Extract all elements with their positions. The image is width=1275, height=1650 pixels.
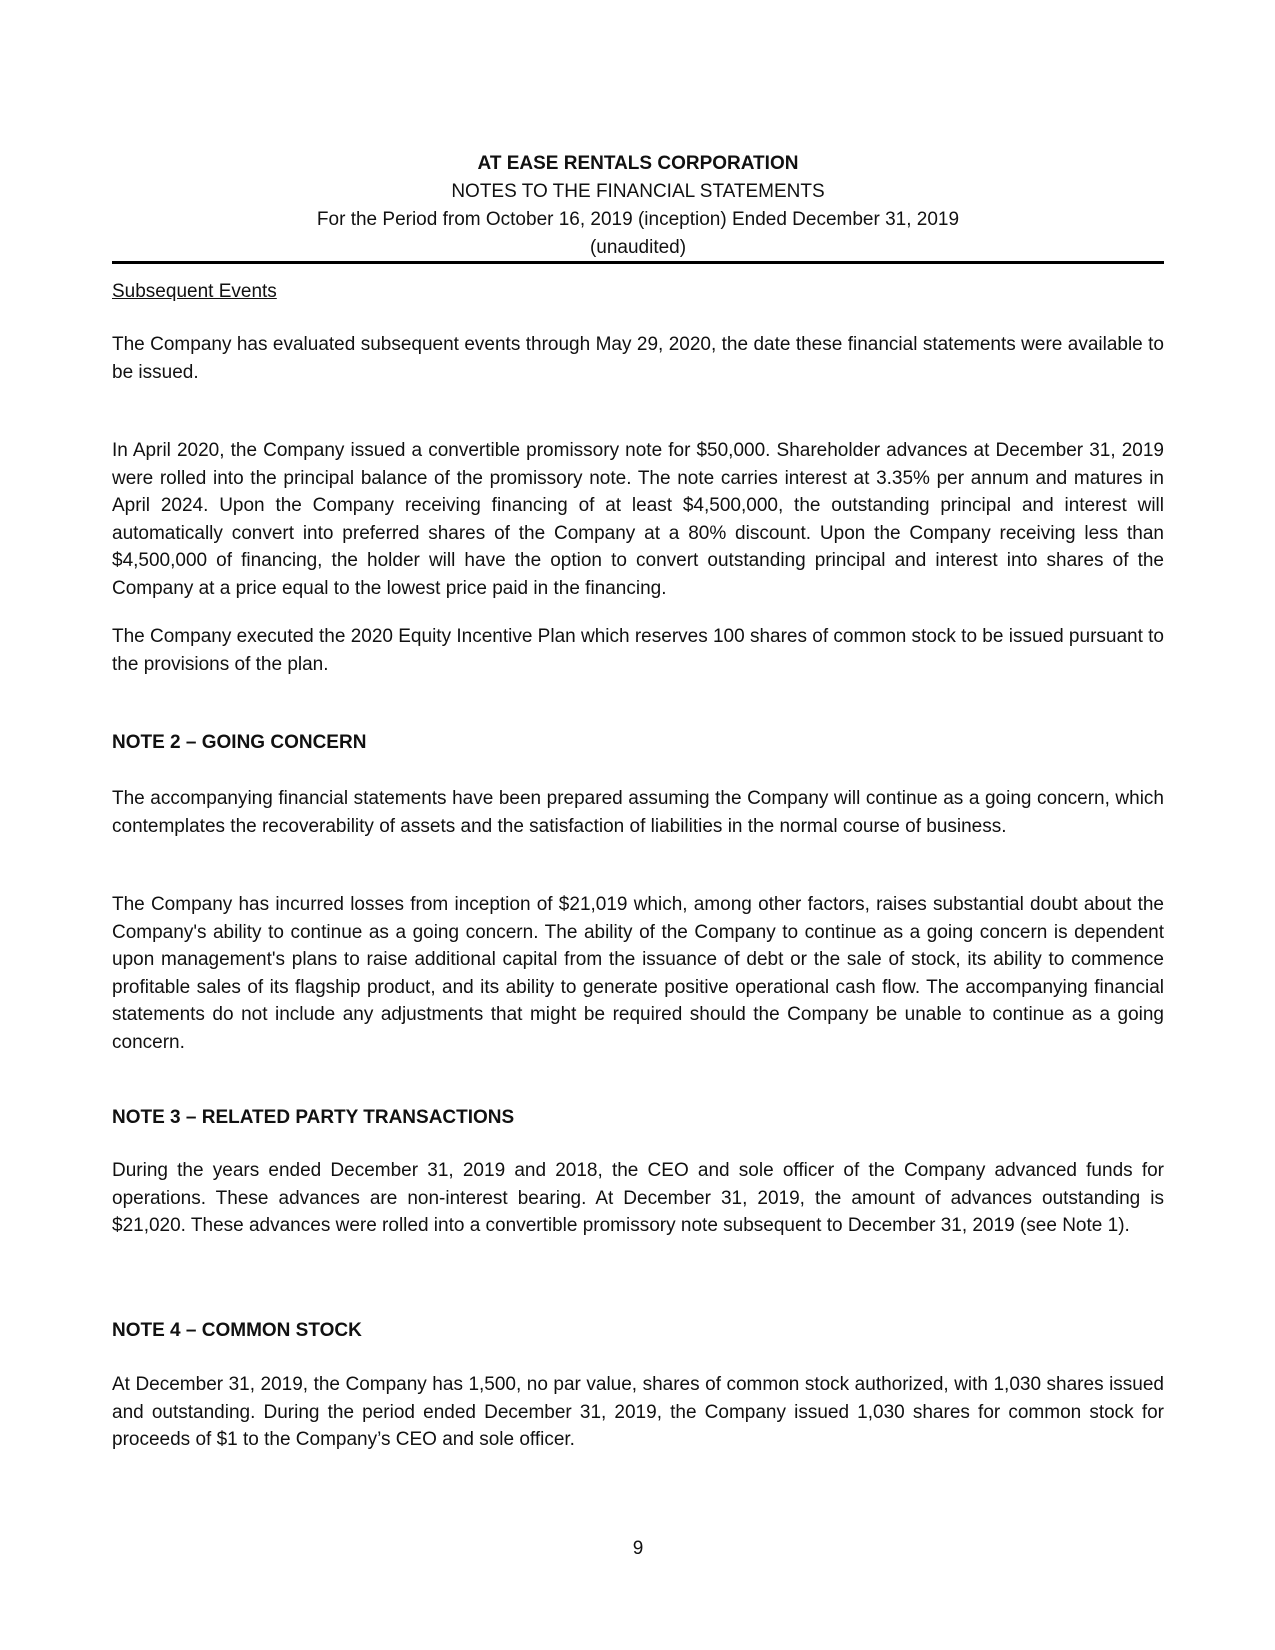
subsequent-events-paragraph-2-block [112, 437, 1164, 602]
note3-paragraph-1: During the years ended December 31, 2019 and 2018, the CEO and sole officer of the Company advanced funds for operations. These advances are non-interest bearing. At December 31, 2019, the amount of advances outstanding is $21,020. These advances were rolled into a convertible promissory note subsequent to December 31, 2019 (see Note 1). [112, 1160, 1164, 1236]
note3-paragraph-1-block [112, 1157, 1164, 1240]
subsequent-events-paragraph-3: The Company executed the 2020 Equity Incentive Plan which reserves 100 shares of common stock to be issued pursuant to the provisions of the plan. [112, 626, 1164, 675]
note2-heading: NOTE 2 – GOING CONCERN [112, 732, 367, 753]
note4-paragraph-1-block [112, 1371, 1164, 1454]
note2-paragraph-2-block [112, 891, 1164, 1056]
document-header [112, 150, 1164, 262]
subsequent-events-paragraph-2: In April 2020, the Company issued a convertible promissory note for $50,000. Shareholder advances at December 31, 2019 were rolled into the principal balance of the promissory note. The note carries interest at 3.35% per annum and matures in April 2024. Upon the Company receiving financing of at least $4,500,000, the outstanding principal and interest will automatically convert into preferred shares of the Company at a 80% discount. Upon the Company receiving less than $4,500,000 of financing, the holder will have the option to convert outstanding principal and interest into shares of the Company at a price equal to the lowest price paid in the financing. [112, 440, 1164, 599]
note3-heading: NOTE 3 – RELATED PARTY TRANSACTIONS [112, 1107, 515, 1128]
company-name: AT EASE RENTALS CORPORATION [477, 153, 799, 174]
note4-heading-block [112, 1317, 1164, 1345]
subsequent-events-heading: Subsequent Events [112, 281, 277, 302]
page-number: 9 [632, 1538, 644, 1559]
subsequent-events-paragraph-1-block [112, 331, 1164, 386]
document-title: NOTES TO THE FINANCIAL STATEMENTS [451, 181, 825, 202]
reporting-period: For the Period from October 16, 2019 (inception) Ended December 31, 2019 [316, 209, 960, 230]
note2-paragraph-2: The Company has incurred losses from inception of $21,019 which, among other factors, raises substantial doubt about the Company's ability to continue as a going concern. The ability of the Company to continue as a going concern is dependent upon management's plans to raise additional capital from the issuance of debt or the sale of stock, its ability to commence profitable sales of its flagship product, and its ability to generate positive operational cash flow. The accompanying financial statements do not include any adjustments that might be required should the Company be unable to continue as a going concern. [112, 894, 1164, 1053]
subsequent-events-paragraph-1: The Company has evaluated subsequent events through May 29, 2020, the date these financial statements were available to be issued. [112, 334, 1164, 383]
subsequent-events-heading-block [112, 278, 1164, 306]
note2-paragraph-1-block [112, 785, 1164, 840]
note2-paragraph-1: The accompanying financial statements have been prepared assuming the Company will continue as a going concern, which contemplates the recoverability of assets and the satisfaction of liabilities in the normal course of business. [112, 788, 1164, 837]
header-divider [112, 261, 1164, 264]
note4-paragraph-1: At December 31, 2019, the Company has 1,500, no par value, shares of common stock authorized, with 1,030 shares issued and outstanding. During the period ended December 31, 2019, the Company issued 1,030 shares for common stock for proceeds of $1 to the Company’s CEO and sole officer. [112, 1374, 1164, 1450]
subsequent-events-paragraph-3-block [112, 623, 1164, 678]
note3-heading-block [112, 1104, 1164, 1132]
note4-heading: NOTE 4 – COMMON STOCK [112, 1320, 362, 1341]
audit-status: (unaudited) [589, 237, 687, 258]
note2-heading-block [112, 729, 1164, 757]
